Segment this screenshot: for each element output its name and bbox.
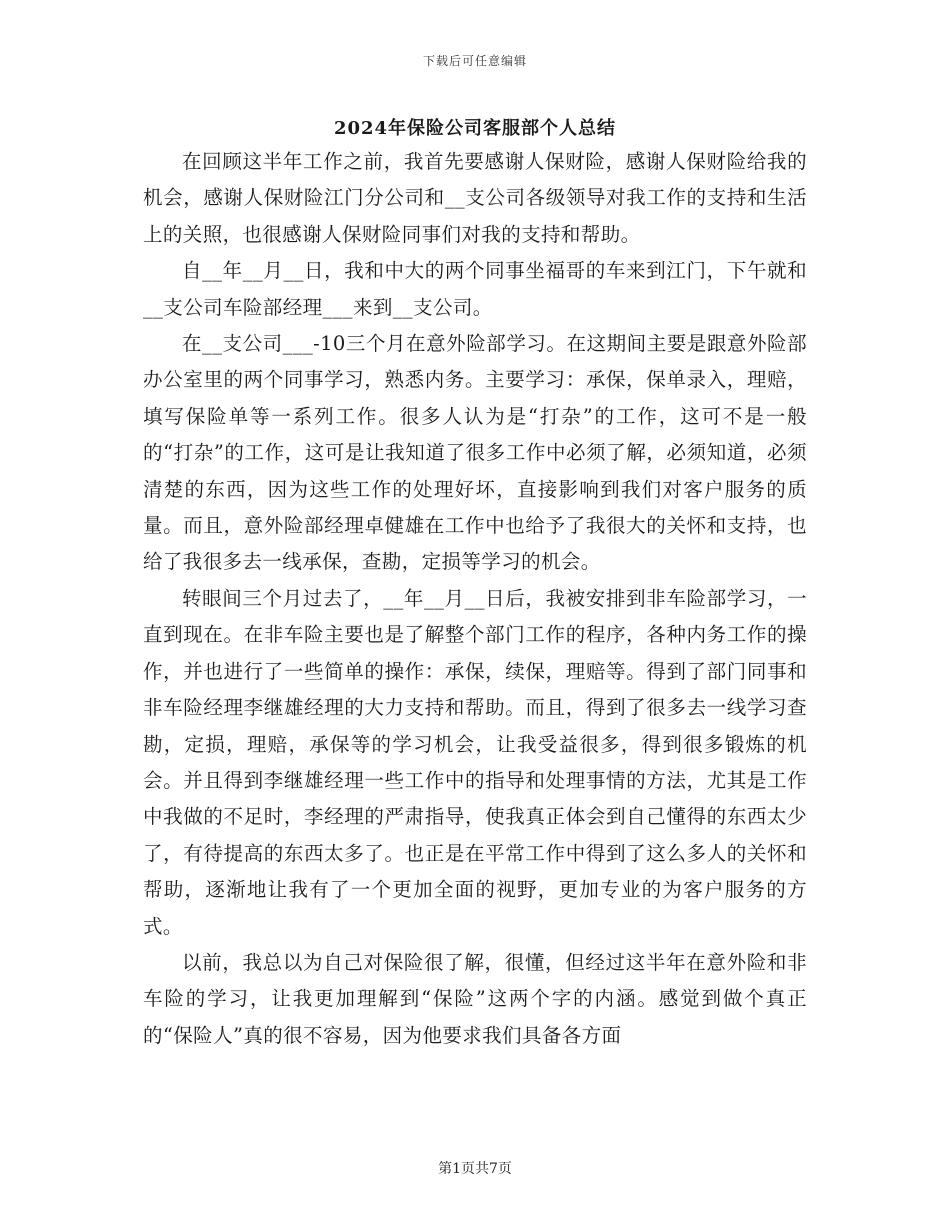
paragraph: 自__年__月__日，我和中大的两个同事坐福哥的车来到江门，下午就和__支公司车险部经理___来到__支公司。 (143, 259, 807, 319)
paragraph: 在回顾这半年工作之前，我首先要感谢人保财险，感谢人保财险给我的机会，感谢人保财险江门分公司和__支公司各级领导对我工作的支持和生活上的关照，也很感谢人保财险同事们对我的支持和帮助。 (143, 150, 807, 246)
page-number: 第1页共7页 (438, 1161, 512, 1177)
paragraph: 在__支公司___-10三个月在意外险部学习。在这期间主要是跟意外险部办公室里的两个同事学习，熟悉内务。主要学习：承保，保单录入，理赔，填写保险单等一系列工作。很多人认为是“打杂”的工作，这可不是一般的“打杂”的工作，这可是让我知道了很多工作中必须了解，必须知道，必须清楚的东西，因为这些工作的处理好坏，直接影响到我们对客户服务的质量。而且，意外险部经理卓健雄在工作中也给予了我很大的关怀和支持，也给了我很多去一线承保，查勘，定损等学习的机会。 (143, 332, 807, 574)
paragraph: 以前，我总以为自己对保险很了解，很懂，但经过这半年在意外险和非车险的学习，让我更加理解到“保险”这两个字的内涵。感觉到做个真正的“保险人”真的很不容易，因为他要求我们具备各方面 (143, 950, 807, 1047)
download-note: 下载后可任意编辑 (422, 54, 527, 68)
paragraph: 转眼间三个月过去了，__年__月__日后，我被安排到非车险部学习，一直到现在。在非车险主要也是了解整个部门工作的程序，各种内务工作的操作，并也进行了一些简单的操作：承保，续保，理赔等。得到了部门同事和非车险经理李继雄经理的大力支持和帮助。而且，得到了很多去一线学习查勘，定损，理赔，承保等的学习机会，让我受益很多，得到很多锻炼的机会。并且得到李继雄经理一些工作中的指导和处理事情的方法，尤其是工作中我做的不足时，李经理的严肃指导，使我真正体会到自己懂得的东西太少了，有待提高的东西太多了。也正是在平常工作中得到了这么多人的关怀和帮助，逐渐地让我有了一个更加全面的视野，更加专业的为客户服务的方式。 (143, 586, 807, 938)
document-body (143, 144, 807, 1054)
document-title: 2024年保险公司客服部个人总结 (333, 118, 617, 139)
